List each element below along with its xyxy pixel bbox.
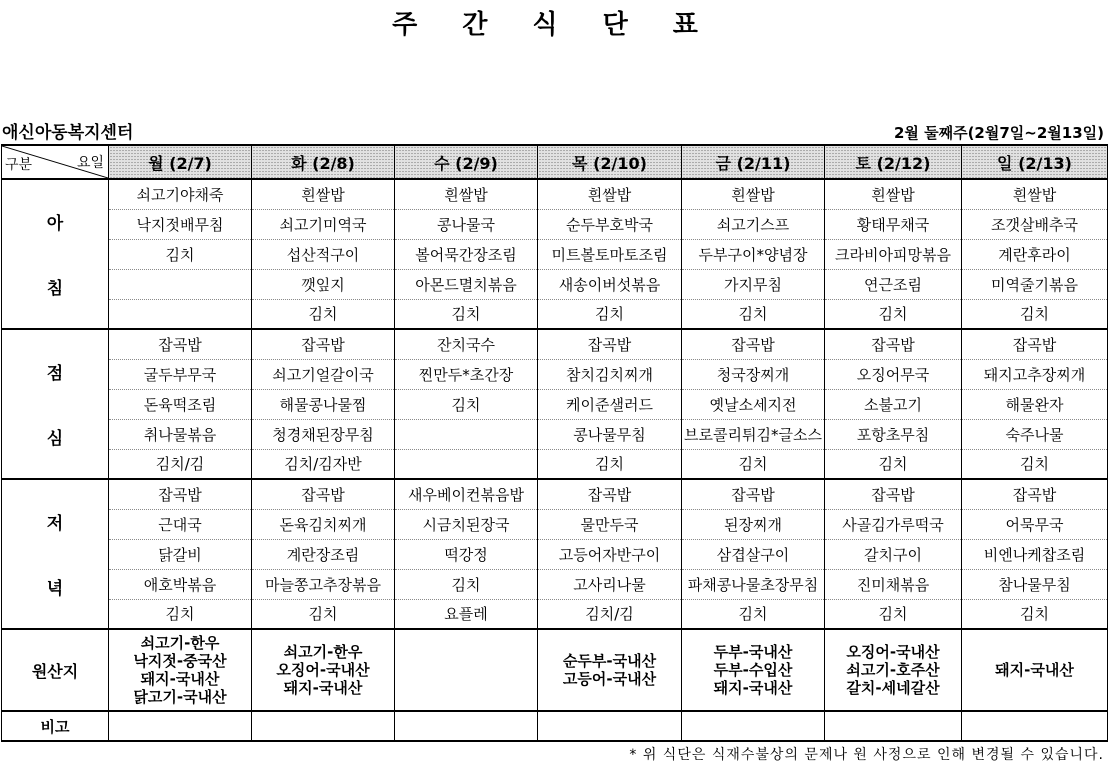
menu-item [109,269,252,299]
menu-item: 잡곡밥 [109,479,252,509]
day-header: 토 (2/12) [825,145,962,179]
menu-item: 김치 [109,599,252,629]
menu-item: 새우베이컨볶음밥 [395,479,538,509]
menu-item: 사골김가루떡국 [825,509,962,539]
origin-line: 고등어-국내산 [562,670,657,688]
menu-row [2,269,1108,299]
menu-item: 새송이버섯볶음 [538,269,682,299]
menu-row [2,239,1108,269]
menu-item: 계란후라이 [962,239,1108,269]
menu-item: 쇠고기스프 [682,209,825,239]
menu-item: 고사리나물 [538,569,682,599]
menu-item: 삼겹살구이 [682,539,825,569]
origin-cell [109,629,252,711]
menu-item: 애호박볶음 [109,569,252,599]
origin-cell [962,629,1108,711]
day-header: 목 (2/10) [538,145,682,179]
menu-item: 해물완자 [962,389,1108,419]
origin-line: 쇠고기-호주산 [846,661,940,679]
menu-item: 연근조림 [825,269,962,299]
note-row [2,711,1108,741]
menu-item [395,419,538,449]
menu-item: 쇠고기야채죽 [109,179,252,209]
menu-body [2,179,1108,741]
menu-item: 깻잎지 [252,269,395,299]
menu-item: 돈육떡조림 [109,389,252,419]
origin-line: 오징어-국내산 [846,643,940,661]
menu-item: 요플레 [395,599,538,629]
menu-item: 김치/김자반 [252,449,395,479]
note-cell [682,711,825,741]
menu-item: 참치김치찌개 [538,359,682,389]
origin-line: 쇠고기-한우 [283,643,363,661]
menu-item: 김치 [252,299,395,329]
origin-cell [252,629,395,711]
note-label: 비고 [2,711,109,741]
menu-item: 취나물볶음 [109,419,252,449]
menu-item: 고등어자반구이 [538,539,682,569]
menu-item: 브로콜리튀김*글소스 [682,419,825,449]
menu-item: 잡곡밥 [538,329,682,359]
menu-item: 잡곡밥 [825,479,962,509]
origin-line: 두부-국내산 [713,643,793,661]
menu-item: 낙지젓배무침 [109,209,252,239]
menu-item: 김치/김 [538,599,682,629]
day-header: 월 (2/7) [109,145,252,179]
menu-item: 잡곡밥 [682,479,825,509]
meal-label [2,179,109,329]
menu-item: 시금치된장국 [395,509,538,539]
menu-item: 흰쌀밥 [252,179,395,209]
menu-table [1,144,1108,742]
menu-item: 잡곡밥 [962,329,1108,359]
menu-item: 돈육김치찌개 [252,509,395,539]
menu-item: 근대국 [109,509,252,539]
menu-item: 조갯살배추국 [962,209,1108,239]
menu-item: 참나물무침 [962,569,1108,599]
origin-cell [538,629,682,711]
week-label: 2월 둘째주(2월7일~2월13일) [893,124,1104,142]
menu-item: 콩나물국 [395,209,538,239]
menu-item: 김치 [962,299,1108,329]
menu-item: 김치 [538,449,682,479]
menu-item: 마늘쫑고추장볶음 [252,569,395,599]
menu-item: 김치 [962,449,1108,479]
origin-cell [395,629,538,711]
menu-item: 김치 [538,299,682,329]
menu-item: 두부구이*양념장 [682,239,825,269]
meal-label [2,479,109,629]
day-header: 화 (2/8) [252,145,395,179]
menu-row [2,299,1108,329]
menu-row [2,329,1108,359]
footnote: * 위 식단은 식재수불상의 문제나 원 사정으로 인해 변경될 수 있습니다. [629,747,1104,763]
menu-item: 볼어묵간장조림 [395,239,538,269]
note-cell [962,711,1108,741]
menu-item: 케이준샐러드 [538,389,682,419]
note-cell [109,711,252,741]
origin-line: 쇠고기-한우 [140,634,220,652]
meal-label [2,329,109,479]
menu-item: 옛날소세지전 [682,389,825,419]
menu-item: 아몬드멸치볶음 [395,269,538,299]
origin-row [2,629,1108,711]
menu-item: 흰쌀밥 [682,179,825,209]
menu-item: 미트볼토마토조림 [538,239,682,269]
menu-item: 청국장찌개 [682,359,825,389]
menu-item: 잡곡밥 [252,329,395,359]
origin-cell [825,629,962,711]
menu-item: 크라비아피망볶음 [825,239,962,269]
corner-cell [2,145,109,179]
menu-item: 해물콩나물찜 [252,389,395,419]
menu-item: 어묵무국 [962,509,1108,539]
menu-row [2,569,1108,599]
menu-item: 흰쌀밥 [538,179,682,209]
menu-item: 콩나물무침 [538,419,682,449]
menu-row [2,599,1108,629]
menu-item: 김치/김 [109,449,252,479]
menu-item: 잡곡밥 [825,329,962,359]
menu-item: 굴두부무국 [109,359,252,389]
menu-item: 돼지고추장찌개 [962,359,1108,389]
day-header: 수 (2/9) [395,145,538,179]
meal-label-char: 아 [46,214,64,234]
meal-label-char: 점 [46,364,64,384]
menu-item [109,299,252,329]
menu-item: 순두부호박국 [538,209,682,239]
meal-label-char: 심 [46,429,64,449]
menu-item: 소불고기 [825,389,962,419]
menu-item: 김치 [395,299,538,329]
menu-item: 된장찌개 [682,509,825,539]
menu-item: 청경채된장무침 [252,419,395,449]
menu-item: 김치 [252,599,395,629]
note-cell [538,711,682,741]
center-name: 애신아동복지센터 [2,123,134,143]
corner-label-category: 구분 [5,157,33,173]
menu-item: 가지무침 [682,269,825,299]
menu-item: 김치 [682,599,825,629]
menu-item: 김치 [109,239,252,269]
menu-item: 오징어무국 [825,359,962,389]
origin-line: 두부-수입산 [713,661,793,679]
note-cell [395,711,538,741]
menu-item: 파채콩나물초장무침 [682,569,825,599]
menu-item: 김치 [682,299,825,329]
menu-item: 섭산적구이 [252,239,395,269]
menu-item: 계란장조림 [252,539,395,569]
origin-line: 닭고기-국내산 [133,688,227,706]
origin-line: 돼지-국내산 [283,679,363,697]
menu-item: 김치 [825,299,962,329]
origin-line: 돼지-국내산 [713,679,793,697]
page-title: 주 간 식 단 표 [392,10,716,40]
menu-item: 잡곡밥 [682,329,825,359]
day-header: 일 (2/13) [962,145,1108,179]
menu-item: 갈치구이 [825,539,962,569]
menu-item: 흰쌀밥 [825,179,962,209]
meal-label-char: 저 [46,514,64,534]
day-header: 금 (2/11) [682,145,825,179]
corner-label-day: 요일 [76,155,104,171]
menu-item: 김치 [395,389,538,419]
menu-item: 김치 [962,599,1108,629]
menu-row [2,479,1108,509]
menu-item: 흰쌀밥 [962,179,1108,209]
menu-item: 잡곡밥 [252,479,395,509]
menu-row [2,539,1108,569]
menu-row [2,209,1108,239]
menu-item: 김치 [825,599,962,629]
menu-item: 흰쌀밥 [395,179,538,209]
menu-item: 김치 [682,449,825,479]
origin-line: 낙지젓-중국산 [133,652,227,670]
menu-item: 진미채볶음 [825,569,962,599]
note-cell [825,711,962,741]
menu-item: 김치 [395,569,538,599]
menu-item: 잡곡밥 [538,479,682,509]
menu-item: 쇠고기미역국 [252,209,395,239]
menu-item: 잔치국수 [395,329,538,359]
menu-item: 찐만두*초간장 [395,359,538,389]
meal-label-char: 침 [46,279,64,299]
menu-item: 포항초무침 [825,419,962,449]
menu-item: 김치 [825,449,962,479]
menu-item: 쇠고기얼갈이국 [252,359,395,389]
origin-line: 돼지-국내산 [140,670,220,688]
menu-item: 미역줄기볶음 [962,269,1108,299]
origin-line: 돼지-국내산 [995,661,1074,679]
menu-item: 황태무채국 [825,209,962,239]
menu-item: 닭갈비 [109,539,252,569]
menu-row [2,359,1108,389]
menu-row [2,179,1108,209]
menu-item: 떡강정 [395,539,538,569]
origin-cell [682,629,825,711]
menu-item [395,449,538,479]
note-cell [252,711,395,741]
menu-item: 숙주나물 [962,419,1108,449]
menu-item: 잡곡밥 [109,329,252,359]
menu-row [2,419,1108,449]
menu-row [2,389,1108,419]
origin-line: 순두부-국내산 [562,652,657,670]
menu-row [2,449,1108,479]
menu-row [2,509,1108,539]
menu-item: 비엔나케찹조림 [962,539,1108,569]
meal-label-char: 녁 [46,579,64,599]
header-row [2,145,1108,179]
menu-item: 물만두국 [538,509,682,539]
origin-line: 오징어-국내산 [276,661,370,679]
origin-line: 갈치-세네갈산 [846,679,940,697]
origin-label: 원산지 [2,629,109,711]
menu-item: 잡곡밥 [962,479,1108,509]
